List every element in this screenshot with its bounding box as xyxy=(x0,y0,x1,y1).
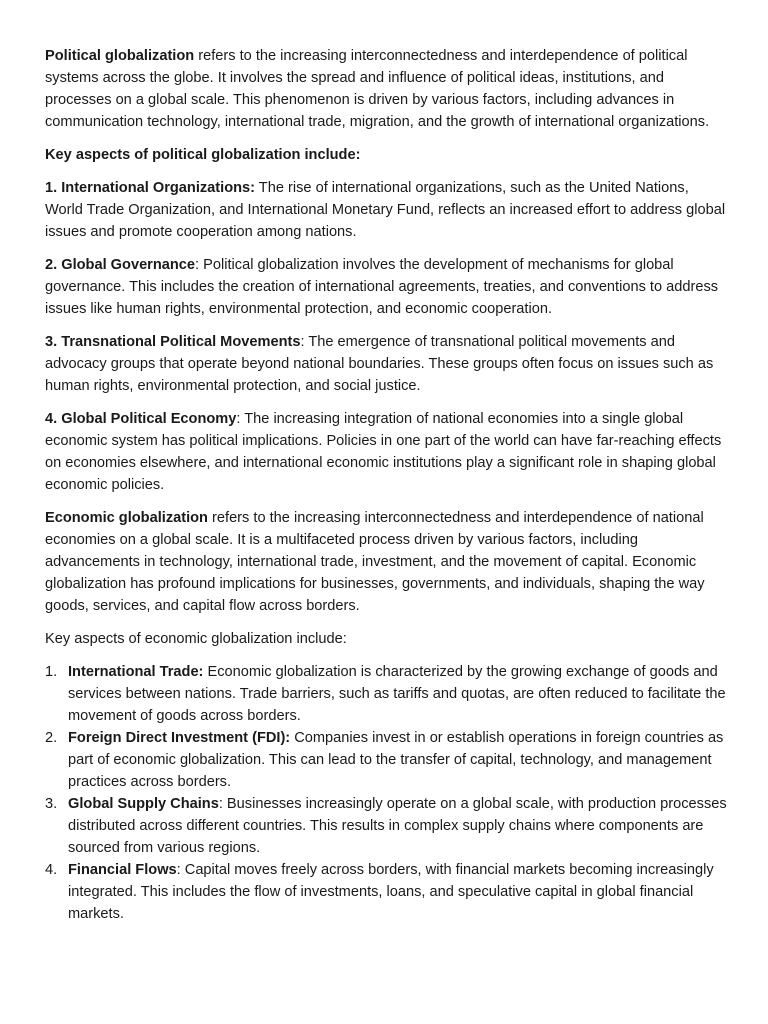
economic-aspect-1-text: Economic globalization is characterized by the growing exchange of goods and services between nations. Trade barriers, such as tariffs and quotas, are often reduced to facilitate the movement of goods across borders. xyxy=(68,664,726,724)
political-aspect-1 xyxy=(45,177,728,243)
political-aspect-2 xyxy=(45,254,728,320)
economic-key-heading: Key aspects of economic globalization include: xyxy=(45,631,347,647)
economic-aspect-2-title: Foreign Direct Investment (FDI): xyxy=(68,730,291,746)
economic-intro-paragraph xyxy=(45,507,728,617)
political-aspect-4-text: : The increasing integration of national economies into a single global economic system has political implications. Policies in one part of the world can have far-reaching effects on economies elsewhere, and international economic institutions play a significant role in shaping global economic policies. xyxy=(45,411,722,493)
list-item xyxy=(45,661,728,727)
political-aspect-1-text: The rise of international organizations, such as the United Nations, World Trade Organization, and International Monetary Fund, reflects an increased effort to address global issues and promote cooperation among nations. xyxy=(45,180,726,240)
political-aspect-4-title: 4. Global Political Economy xyxy=(45,411,237,427)
political-aspect-4 xyxy=(45,408,728,496)
political-key-heading-text: Key aspects of political globalization include: xyxy=(45,147,361,163)
political-aspect-1-title: 1. International Organizations: xyxy=(45,180,256,196)
economic-intro-text: refers to the increasing interconnectedness and interdependence of national economies on a global scale. It is a multifaceted process driven by various factors, including advancements in technology, international trade, investment, and the movement of capital. Economic globalization has profound implications for businesses, governments, and individuals, shaping the way goods, services, and capital flow across borders. xyxy=(45,510,705,614)
political-aspect-3 xyxy=(45,331,728,397)
list-item-number: 3. xyxy=(45,796,58,812)
political-aspect-3-text: : The emergence of transnational political movements and advocacy groups that operate beyond national boundaries. These groups often focus on issues such as human rights, environmental protection, and social justice. xyxy=(45,334,714,394)
economic-aspect-1-title: International Trade: xyxy=(68,664,204,680)
list-item-number: 1. xyxy=(45,664,58,680)
political-key-heading xyxy=(45,144,728,166)
economic-aspect-4-title: Financial Flows xyxy=(68,862,177,878)
political-aspect-3-title: 3. Transnational Political Movements xyxy=(45,334,301,350)
list-item xyxy=(45,859,728,925)
economic-aspect-2-text: Companies invest in or establish operations in foreign countries as part of economic globalization. This can lead to the transfer of capital, technology, and management practices across borders. xyxy=(68,730,724,790)
list-item-number: 4. xyxy=(45,862,58,878)
economic-aspect-3-text: : Businesses increasingly operate on a global scale, with production processes distributed across different countries. This results in complex supply chains where components are sourced from various regions. xyxy=(68,796,727,856)
economic-aspects-list xyxy=(45,661,728,925)
list-item xyxy=(45,727,728,793)
political-aspect-2-text: : Political globalization involves the development of mechanisms for global governance. This includes the creation of international agreements, treaties, and conventions to address issues like human rights, environmental protection, and economic cooperation. xyxy=(45,257,719,317)
list-item xyxy=(45,793,728,859)
political-intro-paragraph xyxy=(45,45,728,133)
list-item-number: 2. xyxy=(45,730,58,746)
economic-aspect-3-title: Global Supply Chains xyxy=(68,796,219,812)
political-intro-text: refers to the increasing interconnectedness and interdependence of political systems across the globe. It involves the spread and influence of political ideas, institutions, and processes on a global scale. This phenomenon is driven by various factors, including advances in communication technology, international trade, migration, and the growth of international organizations. xyxy=(45,48,710,130)
economic-intro-term: Economic globalization xyxy=(45,510,208,526)
political-intro-term: Political globalization xyxy=(45,48,195,64)
political-aspect-2-title: 2. Global Governance xyxy=(45,257,196,273)
economic-aspect-4-text: : Capital moves freely across borders, with financial markets becoming increasingly integrated. This includes the flow of investments, loans, and speculative capital in global financial markets. xyxy=(68,862,714,922)
